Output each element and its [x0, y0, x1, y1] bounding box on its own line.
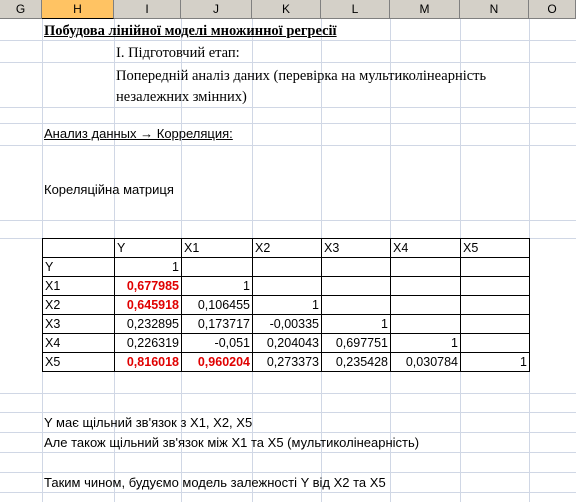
- sheet-title[interactable]: Побудова лінійної моделі множинної регресії: [44, 23, 337, 39]
- column-header-k[interactable]: K: [252, 0, 321, 19]
- matrix-cell[interactable]: 0,273373: [253, 353, 322, 372]
- matrix-header-cell[interactable]: X4: [391, 239, 461, 258]
- matrix-header-cell[interactable]: X5: [461, 239, 530, 258]
- matrix-header-cell[interactable]: X1: [182, 239, 253, 258]
- matrix-cell[interactable]: 0,030784: [391, 353, 461, 372]
- matrix-row-label[interactable]: X5: [43, 353, 115, 372]
- matrix-cell-highlight[interactable]: 0,677985: [115, 277, 182, 296]
- matrix-cell[interactable]: [391, 315, 461, 334]
- column-header-g[interactable]: G: [0, 0, 42, 19]
- matrix-row: [43, 296, 530, 315]
- matrix-row-label[interactable]: X4: [43, 334, 115, 353]
- matrix-cell[interactable]: [461, 315, 530, 334]
- matrix-row-label[interactable]: X1: [43, 277, 115, 296]
- matrix-cell[interactable]: -0,051: [182, 334, 253, 353]
- matrix-cell[interactable]: [391, 258, 461, 277]
- matrix-cell[interactable]: 0,204043: [253, 334, 322, 353]
- matrix-cell[interactable]: 1: [461, 353, 530, 372]
- matrix-row-label[interactable]: Y: [43, 258, 115, 277]
- matrix-cell[interactable]: [391, 277, 461, 296]
- matrix-cell[interactable]: [322, 258, 391, 277]
- matrix-cell[interactable]: [253, 277, 322, 296]
- matrix-cell-highlight[interactable]: 0,960204: [182, 353, 253, 372]
- column-header-j[interactable]: J: [181, 0, 252, 19]
- matrix-row: [43, 315, 530, 334]
- matrix-row: [43, 258, 530, 277]
- gridline: [0, 393, 576, 394]
- menu-path-text[interactable]: Анализ данных → Корреляция:: [44, 126, 233, 141]
- matrix-cell[interactable]: [253, 258, 322, 277]
- matrix-header-cell[interactable]: X2: [253, 239, 322, 258]
- matrix-cell[interactable]: [182, 258, 253, 277]
- gridline: [0, 62, 576, 63]
- matrix-row: [43, 277, 530, 296]
- matrix-header-cell[interactable]: X3: [322, 239, 391, 258]
- matrix-cell[interactable]: [461, 258, 530, 277]
- column-header-n[interactable]: N: [460, 0, 529, 19]
- gridline: [0, 107, 576, 108]
- gridline: [0, 145, 576, 146]
- matrix-cell[interactable]: 0,226319: [115, 334, 182, 353]
- matrix-cell[interactable]: -0,00335: [253, 315, 322, 334]
- matrix-row: [43, 334, 530, 353]
- gridline: [0, 220, 576, 221]
- matrix-cell[interactable]: 1: [391, 334, 461, 353]
- matrix-label[interactable]: Кореляційна матриця: [44, 182, 174, 197]
- stage-label[interactable]: І. Підготовчий етап:: [116, 45, 240, 61]
- column-header-l[interactable]: L: [321, 0, 390, 19]
- matrix-cell[interactable]: [461, 296, 530, 315]
- matrix-cell[interactable]: 1: [322, 315, 391, 334]
- matrix-cell[interactable]: 0,106455: [182, 296, 253, 315]
- matrix-cell[interactable]: [322, 296, 391, 315]
- matrix-header-row: [43, 239, 530, 258]
- matrix-cell[interactable]: 0,173717: [182, 315, 253, 334]
- analysis-text-line1[interactable]: Попередній аналіз даних (перевірка на мультиколінеарність: [116, 68, 487, 84]
- conclusion-line3[interactable]: Таким чином, будуємо модель залежності Y від X2 та X5: [44, 475, 386, 490]
- matrix-corner-cell[interactable]: [43, 239, 115, 258]
- column-header-h[interactable]: H: [42, 0, 114, 19]
- conclusion-line2[interactable]: Але також щільний зв'язок між X1 та X5 (мультиколінеарність): [44, 435, 420, 450]
- column-header-i[interactable]: I: [114, 0, 181, 19]
- matrix-row-label[interactable]: X3: [43, 315, 115, 334]
- matrix-cell[interactable]: [461, 334, 530, 353]
- matrix-cell[interactable]: [322, 277, 391, 296]
- correlation-matrix: [42, 238, 530, 372]
- matrix-cell[interactable]: 0,232895: [115, 315, 182, 334]
- matrix-cell-highlight[interactable]: 0,816018: [115, 353, 182, 372]
- matrix-cell[interactable]: 0,697751: [322, 334, 391, 353]
- matrix-cell[interactable]: [391, 296, 461, 315]
- analysis-text-line2[interactable]: незалежних змінних): [116, 89, 247, 105]
- matrix-cell[interactable]: 1: [253, 296, 322, 315]
- matrix-cell[interactable]: 1: [115, 258, 182, 277]
- matrix-cell[interactable]: [461, 277, 530, 296]
- column-header-m[interactable]: M: [390, 0, 460, 19]
- matrix-row-label[interactable]: X2: [43, 296, 115, 315]
- matrix-row: [43, 353, 530, 372]
- column-header-o[interactable]: O: [529, 0, 576, 19]
- matrix-cell[interactable]: 0,235428: [322, 353, 391, 372]
- matrix-cell-highlight[interactable]: 0,645918: [115, 296, 182, 315]
- matrix-header-cell[interactable]: Y: [115, 239, 182, 258]
- conclusion-line1[interactable]: Y має щільний зв'язок з X1, X2, X5: [44, 415, 253, 430]
- matrix-cell[interactable]: 1: [182, 277, 253, 296]
